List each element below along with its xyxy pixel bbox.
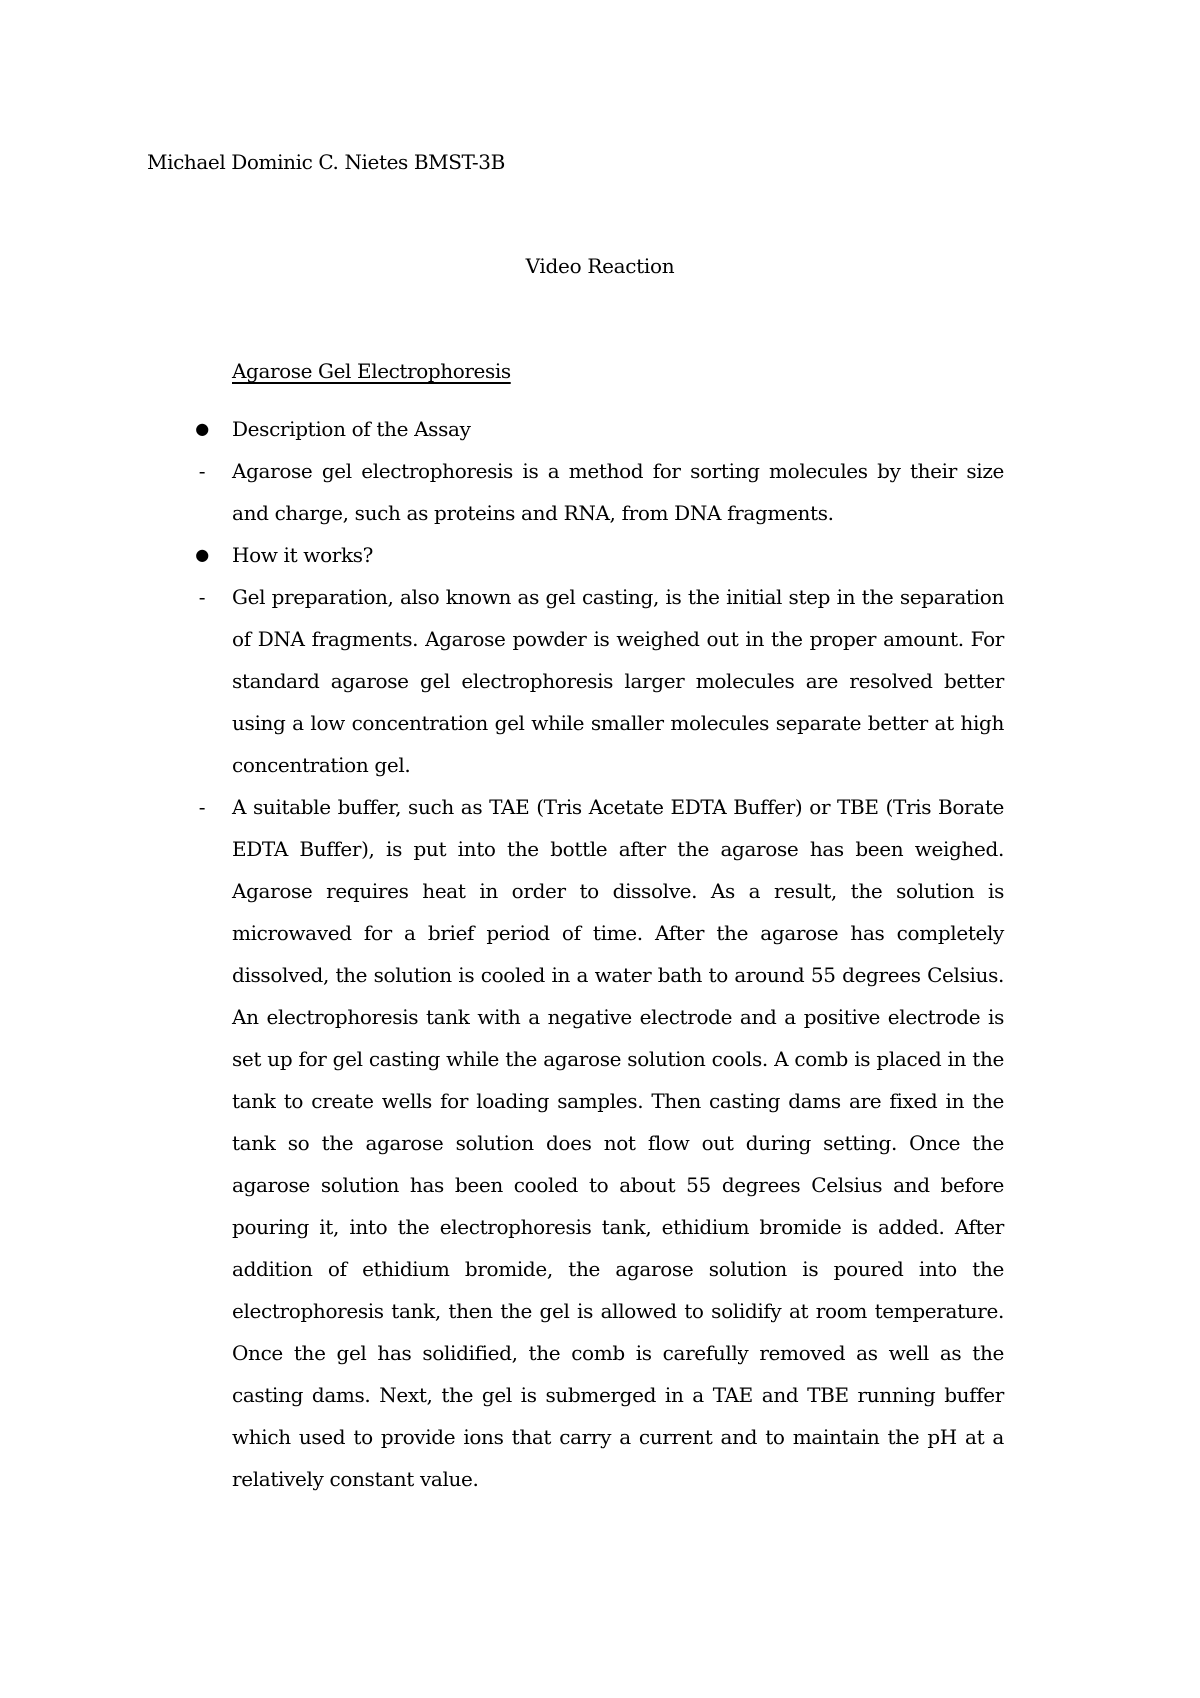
author-line: Michael Dominic C. Nietes BMST-3B xyxy=(147,150,505,174)
bullet-marker: ● xyxy=(195,419,209,438)
bullet-item xyxy=(195,534,1004,576)
dash-item xyxy=(198,576,1004,786)
bullet-text: Description of the Assay xyxy=(232,417,471,441)
document-title: Video Reaction xyxy=(525,254,675,278)
bullet-item xyxy=(195,408,1004,450)
dash-marker: - xyxy=(198,459,206,483)
dash-marker: - xyxy=(198,585,206,609)
dash-marker: - xyxy=(198,795,206,819)
bullet-marker: ● xyxy=(195,545,209,564)
section-heading: Agarose Gel Electrophoresis xyxy=(232,359,511,383)
paragraph-text: A suitable buffer, such as TAE (Tris Acetate EDTA Buffer) or TBE (Tris Borate EDTA Buffer), is put into the bottle after the agarose has been weighed. Agarose requires heat in order to dissolve. As a result, the solution is microwaved for a brief period of time. After the agarose has completely dissolved, the solution is cooled in a water bath to around 55 degrees Celsius. An electrophoresis tank with a negative electrode and a positive electrode is set up for gel casting while the agarose solution cools. A comb is placed in the tank to create wells for loading samples. Then casting dams are fixed in the tank so the agarose solution does not flow out during setting. Once the agarose solution has been cooled to about 55 degrees Celsius and before pouring it, into the electrophoresis tank, ethidium bromide is added. After addition of ethidium bromide, the agarose solution is poured into the electrophoresis tank, then the gel is allowed to solidify at room temperature. Once the gel has solidified, the comb is carefully removed as well as the casting dams. Next, the gel is submerged in a TAE and TBE running buffer which used to provide ions that carry a current and to maintain the pH at a relatively constant value. xyxy=(232,795,1004,1491)
content-list xyxy=(195,408,1004,1500)
paragraph-text: Agarose gel electrophoresis is a method for sorting molecules by their size and charge, such as proteins and RNA, from DNA fragments. xyxy=(232,459,1004,525)
paragraph-text: Gel preparation, also known as gel casting, is the initial step in the separation of DNA fragments. Agarose powder is weighed out in the proper amount. For standard agarose gel electrophoresis larger molecules are resolved better using a low concentration gel while smaller molecules separate better at high concentration gel. xyxy=(232,585,1004,777)
bullet-text: How it works? xyxy=(232,543,374,567)
dash-item xyxy=(198,450,1004,534)
dash-item xyxy=(198,786,1004,1500)
